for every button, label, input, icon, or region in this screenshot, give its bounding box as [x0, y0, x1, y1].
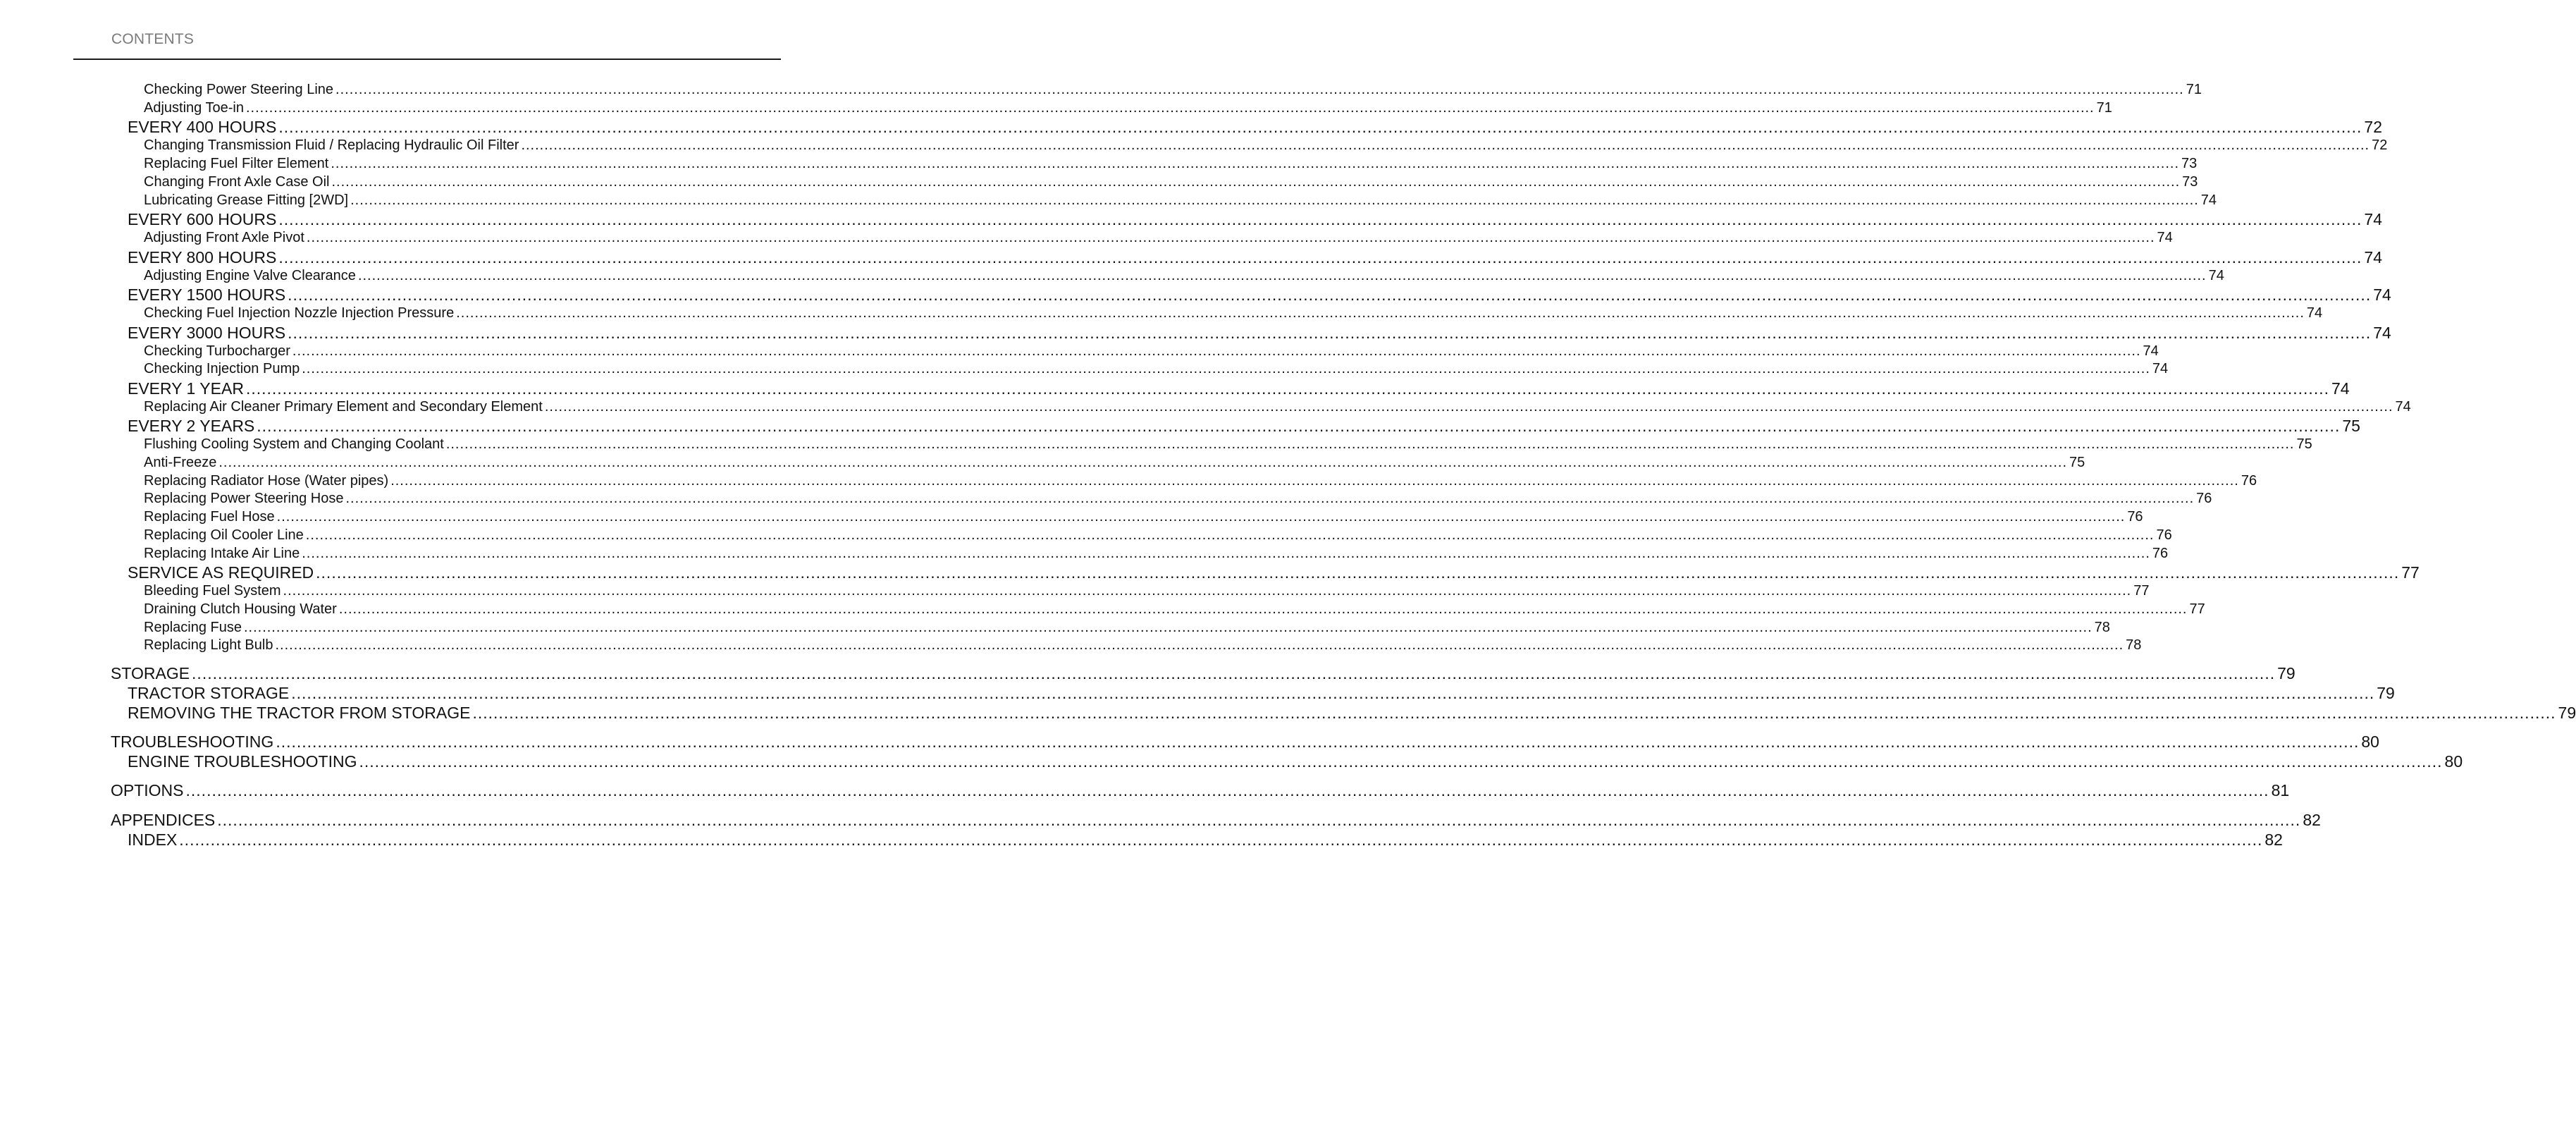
- toc-entry-title: Replacing Power Steering Hose: [144, 491, 344, 506]
- toc-entry-title: Replacing Light Bulb: [144, 637, 273, 653]
- toc-entry-page: 79: [2558, 704, 2576, 722]
- toc-entry-page: 78: [2094, 620, 2110, 635]
- toc-entry-page: 72: [2372, 137, 2388, 153]
- toc-entry[interactable]: [144, 361, 2169, 377]
- toc-dot-leader: ................................................................................................................................................................................................................................................................................................................................................................................................................: [291, 684, 2375, 702]
- toc-entry[interactable]: [144, 491, 2212, 507]
- toc-entry[interactable]: [144, 399, 2411, 415]
- toc-entry-title: OPTIONS: [111, 781, 184, 799]
- toc-entry[interactable]: [128, 118, 2383, 137]
- toc-entry[interactable]: [144, 620, 2110, 636]
- toc-entry[interactable]: [128, 830, 2283, 850]
- toc-entry-title: TRACTOR STORAGE: [128, 684, 290, 702]
- toc-entry[interactable]: [144, 455, 2085, 471]
- toc-dot-leader: ................................................................................................................................................................................................................................................................................................................................................................................................................: [350, 192, 2199, 208]
- toc-entry[interactable]: [144, 82, 2202, 98]
- toc-entry-page: 76: [2152, 546, 2169, 561]
- toc-entry[interactable]: [128, 248, 2383, 267]
- toc-entry-page: 74: [2143, 343, 2159, 359]
- toc-dot-leader: ................................................................................................................................................................................................................................................................................................................................................................................................................: [390, 473, 2239, 489]
- toc-entry-title: SERVICE AS REQUIRED: [128, 563, 314, 582]
- toc-entry[interactable]: [144, 473, 2257, 489]
- toc-entry-title: Bleeding Fuel System: [144, 583, 281, 599]
- toc-entry[interactable]: [128, 684, 2395, 703]
- toc-entry-page: 76: [2196, 491, 2212, 506]
- page-header-title: CONTENTS: [111, 31, 195, 47]
- toc-dot-leader: ................................................................................................................................................................................................................................................................................................................................................................................................................: [243, 620, 2093, 635]
- toc-entry-title: Checking Injection Pump: [144, 361, 300, 376]
- toc-entry-title: APPENDICES: [111, 811, 216, 829]
- toc-entry-title: Replacing Fuel Filter Element: [144, 156, 329, 171]
- toc-entry-page: 82: [2264, 830, 2283, 849]
- toc-entry-page: 74: [2395, 399, 2411, 415]
- toc-entry[interactable]: [144, 527, 2172, 544]
- toc-entry[interactable]: [144, 174, 2198, 190]
- toc-entry-page: 77: [2189, 601, 2205, 617]
- toc-dot-leader: ................................................................................................................................................................................................................................................................................................................................................................................................................: [278, 210, 2362, 228]
- toc-entry-title: EVERY 800 HOURS: [128, 248, 277, 266]
- toc-entry-title: EVERY 1 YEAR: [128, 379, 244, 398]
- toc-entry-title: REMOVING THE TRACTOR FROM STORAGE: [128, 704, 471, 722]
- toc-entry-title: Lubricating Grease Fitting [2WD]: [144, 192, 349, 208]
- toc-dot-leader: ................................................................................................................................................................................................................................................................................................................................................................................................................: [245, 100, 2095, 116]
- toc-entry-page: 74: [2200, 192, 2217, 208]
- toc-entry-page: 76: [2127, 509, 2143, 525]
- toc-entry-title: INDEX: [128, 830, 178, 849]
- toc-dot-leader: ................................................................................................................................................................................................................................................................................................................................................................................................................: [345, 491, 2195, 506]
- toc-dot-leader: ................................................................................................................................................................................................................................................................................................................................................................................................................: [331, 156, 2179, 171]
- toc-entry[interactable]: [128, 704, 2576, 723]
- toc-entry[interactable]: [144, 436, 2312, 453]
- toc-entry[interactable]: [144, 137, 2388, 154]
- toc-dot-leader: ................................................................................................................................................................................................................................................................................................................................................................................................................: [302, 361, 2150, 376]
- toc-dot-leader: ................................................................................................................................................................................................................................................................................................................................................................................................................: [292, 343, 2141, 359]
- toc-dot-leader: ................................................................................................................................................................................................................................................................................................................................................................................................................: [544, 399, 2393, 415]
- toc-entry-page: 74: [2331, 379, 2350, 398]
- toc-entry[interactable]: [144, 343, 2159, 360]
- toc-entry-title: Anti-Freeze: [144, 455, 217, 470]
- toc-entry-page: 74: [2373, 324, 2391, 342]
- toc-entry-page: 78: [2126, 637, 2142, 653]
- toc-entry[interactable]: [111, 732, 2379, 752]
- toc-dot-leader: ................................................................................................................................................................................................................................................................................................................................................................................................................: [316, 563, 2400, 582]
- toc-entry-page: 74: [2152, 361, 2169, 376]
- toc-entry-page: 81: [2271, 781, 2290, 799]
- toc-entry-title: Adjusting Toe-in: [144, 100, 244, 116]
- toc-dot-leader: ................................................................................................................................................................................................................................................................................................................................................................................................................: [359, 752, 2443, 771]
- toc-entry-page: 77: [2401, 563, 2420, 582]
- toc-entry-page: 72: [2364, 118, 2383, 136]
- toc-entry[interactable]: [144, 268, 2224, 284]
- toc-entry-page: 74: [2157, 230, 2173, 245]
- toc-dot-leader: ................................................................................................................................................................................................................................................................................................................................................................................................................: [276, 732, 2360, 751]
- toc-dot-leader: ................................................................................................................................................................................................................................................................................................................................................................................................................: [192, 664, 2276, 682]
- toc-entry-page: 79: [2277, 664, 2295, 682]
- toc-entry-page: 82: [2303, 811, 2321, 829]
- toc-entry-page: 73: [2182, 174, 2198, 190]
- toc-entry-title: Changing Front Axle Case Oil: [144, 174, 330, 190]
- toc-entry[interactable]: [144, 637, 2142, 654]
- toc-entry-page: 75: [2069, 455, 2085, 470]
- toc-entry-title: TROUBLESHOOTING: [111, 732, 274, 751]
- toc-entry-page: 74: [2306, 305, 2323, 321]
- toc-dot-leader: ................................................................................................................................................................................................................................................................................................................................................................................................................: [257, 417, 2341, 435]
- toc-dot-leader: ................................................................................................................................................................................................................................................................................................................................................................................................................: [306, 230, 2155, 245]
- toc-entry[interactable]: [128, 324, 2391, 343]
- toc-entry[interactable]: [128, 210, 2383, 229]
- toc-dot-leader: ................................................................................................................................................................................................................................................................................................................................................................................................................: [245, 379, 2329, 398]
- toc-dot-leader: ................................................................................................................................................................................................................................................................................................................................................................................................................: [288, 286, 2372, 304]
- toc-entry-title: Draining Clutch Housing Water: [144, 601, 337, 617]
- toc-entry-page: 71: [2096, 100, 2112, 116]
- toc-dot-leader: ................................................................................................................................................................................................................................................................................................................................................................................................................: [357, 268, 2207, 283]
- toc-entry-page: 76: [2241, 473, 2257, 489]
- toc-dot-leader: ................................................................................................................................................................................................................................................................................................................................................................................................................: [335, 82, 2184, 97]
- toc-entry-title: EVERY 1500 HOURS: [128, 286, 286, 304]
- toc-dot-leader: ................................................................................................................................................................................................................................................................................................................................................................................................................: [275, 637, 2124, 653]
- toc-dot-leader: ................................................................................................................................................................................................................................................................................................................................................................................................................: [185, 781, 2269, 799]
- toc-entry[interactable]: [128, 563, 2420, 582]
- toc-entry-page: 80: [2444, 752, 2463, 771]
- toc-entry-title: Replacing Fuel Hose: [144, 509, 275, 525]
- toc-entry-title: Changing Transmission Fluid / Replacing Hydraulic Oil Filter: [144, 137, 519, 153]
- toc-entry-title: Replacing Radiator Hose (Water pipes): [144, 473, 389, 489]
- toc-dot-leader: ................................................................................................................................................................................................................................................................................................................................................................................................................: [305, 527, 2155, 543]
- toc-entry[interactable]: [128, 379, 2350, 398]
- toc-entry[interactable]: [144, 100, 2112, 116]
- toc-dot-leader: ................................................................................................................................................................................................................................................................................................................................................................................................................: [278, 118, 2362, 136]
- toc-dot-leader: ................................................................................................................................................................................................................................................................................................................................................................................................................: [338, 601, 2188, 617]
- toc-dot-leader: ................................................................................................................................................................................................................................................................................................................................................................................................................: [521, 137, 2370, 153]
- toc-entry[interactable]: [144, 601, 2205, 618]
- toc-entry-title: EVERY 600 HOURS: [128, 210, 277, 228]
- toc-entry-page: 74: [2373, 286, 2391, 304]
- toc-entry-title: Adjusting Engine Valve Clearance: [144, 268, 356, 283]
- toc-entry-page: 79: [2377, 684, 2395, 702]
- toc-dot-leader: ................................................................................................................................................................................................................................................................................................................................................................................................................: [445, 436, 2295, 452]
- toc-entry[interactable]: [144, 192, 2217, 209]
- toc-entry[interactable]: [144, 546, 2169, 562]
- toc-entry[interactable]: [144, 156, 2198, 172]
- toc-entry-page: 74: [2364, 248, 2383, 266]
- toc-dot-leader: ................................................................................................................................................................................................................................................................................................................................................................................................................: [288, 324, 2372, 342]
- toc-entry[interactable]: [144, 230, 2173, 246]
- toc-entry-title: Replacing Air Cleaner Primary Element and Secondary Element: [144, 399, 543, 415]
- toc-entry-title: Adjusting Front Axle Pivot: [144, 230, 304, 245]
- toc-entry[interactable]: [128, 752, 2463, 771]
- toc-entry-title: Replacing Intake Air Line: [144, 546, 300, 561]
- toc-dot-leader: ................................................................................................................................................................................................................................................................................................................................................................................................................: [456, 305, 2305, 321]
- toc-entry[interactable]: [128, 286, 2391, 305]
- toc-entry-title: Flushing Cooling System and Changing Coolant: [144, 436, 444, 452]
- toc-entry[interactable]: [111, 811, 2321, 830]
- toc-dot-leader: ................................................................................................................................................................................................................................................................................................................................................................................................................: [472, 704, 2556, 722]
- toc-entry-title: Replacing Fuse: [144, 620, 242, 635]
- toc-dot-leader: ................................................................................................................................................................................................................................................................................................................................................................................................................: [217, 811, 2301, 829]
- toc-entry-page: 73: [2181, 156, 2198, 171]
- toc-entry-title: EVERY 2 YEARS: [128, 417, 255, 435]
- toc-entry-title: Checking Fuel Injection Nozzle Injection Pressure: [144, 305, 455, 321]
- toc-entry-page: 76: [2156, 527, 2172, 543]
- toc-dot-leader: ................................................................................................................................................................................................................................................................................................................................................................................................................: [276, 509, 2126, 525]
- toc-entry[interactable]: [111, 781, 2290, 800]
- toc-dot-leader: ................................................................................................................................................................................................................................................................................................................................................................................................................: [302, 546, 2150, 561]
- toc-entry-title: STORAGE: [111, 664, 190, 682]
- toc-entry-page: 75: [2342, 417, 2360, 435]
- toc-entry-title: EVERY 3000 HOURS: [128, 324, 286, 342]
- toc-entry-title: ENGINE TROUBLESHOOTING: [128, 752, 357, 771]
- toc-dot-leader: ................................................................................................................................................................................................................................................................................................................................................................................................................: [218, 455, 2068, 470]
- toc-entry-title: Checking Turbocharger: [144, 343, 290, 359]
- toc-entry-page: 80: [2361, 732, 2379, 751]
- toc-entry[interactable]: [144, 305, 2323, 321]
- toc-entry-title: EVERY 400 HOURS: [128, 118, 277, 136]
- toc-entry[interactable]: [111, 664, 2295, 683]
- toc-dot-leader: ................................................................................................................................................................................................................................................................................................................................................................................................................: [331, 174, 2181, 190]
- toc-entry-page: 71: [2186, 82, 2202, 97]
- toc-entry-page: 75: [2296, 436, 2312, 452]
- toc-entry[interactable]: [144, 509, 2143, 525]
- toc-dot-leader: ................................................................................................................................................................................................................................................................................................................................................................................................................: [278, 248, 2362, 266]
- toc-dot-leader: ................................................................................................................................................................................................................................................................................................................................................................................................................: [179, 830, 2263, 849]
- toc-entry[interactable]: [128, 417, 2360, 436]
- toc-entry-page: 77: [2133, 583, 2150, 599]
- toc-entry-title: Checking Power Steering Line: [144, 82, 334, 97]
- toc-dot-leader: ................................................................................................................................................................................................................................................................................................................................................................................................................: [283, 583, 2132, 599]
- toc-entry-page: 74: [2208, 268, 2224, 283]
- toc-entry-page: 74: [2364, 210, 2383, 228]
- toc-entry-title: Replacing Oil Cooler Line: [144, 527, 304, 543]
- toc-entry[interactable]: [144, 583, 2150, 599]
